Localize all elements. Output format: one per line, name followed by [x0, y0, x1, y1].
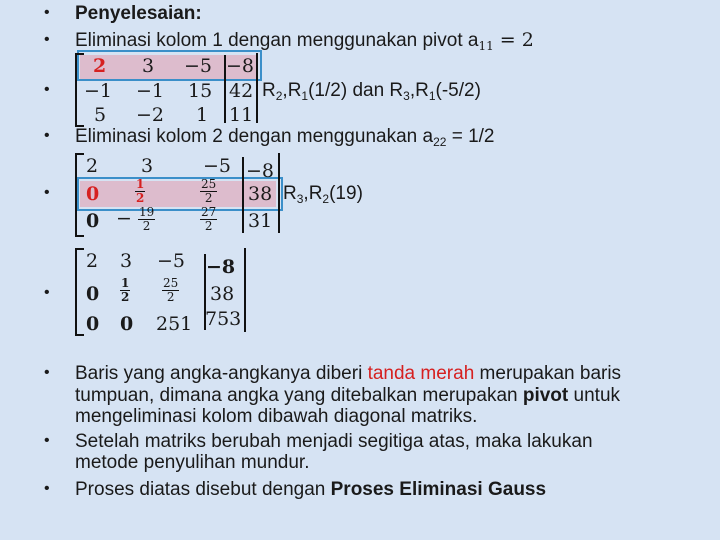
matrix-cell: 0 — [86, 313, 100, 335]
matrix-cell-fraction: $\frac{1}{2}$ — [121, 276, 130, 304]
matrix-cell: 11 — [229, 104, 254, 126]
matrix-cell: 3 — [142, 55, 155, 77]
step-2-eq: = 1/2 — [446, 126, 495, 147]
row-operation-1: $R_2,R_1(1/2)$ dan $R_3,R_1(-5/2)$ — [262, 80, 481, 103]
matrix-cell: 2 — [86, 250, 99, 272]
matrix-cell: −8 — [226, 55, 255, 77]
matrix-cell: −2 — [136, 104, 165, 126]
bullet-marker: • — [44, 4, 50, 21]
bullet-marker: • — [44, 284, 50, 301]
matrix-cell-fraction: − $\frac{19}{2}$ — [116, 205, 155, 233]
matrix-augment-bar — [242, 157, 244, 233]
step-2-title — [75, 126, 495, 153]
matrix-cell: −5 — [184, 55, 213, 77]
matrix-cell: 753 — [205, 308, 242, 330]
note-backsub-line-1: Setelah matriks berubah menjadi segitiga atas, maka lakukan — [75, 431, 593, 452]
matrix-cell: 1 — [196, 104, 209, 126]
red-mark-text: tanda merah — [367, 363, 475, 384]
pivot-bold-text: pivot — [522, 385, 569, 406]
bullet-marker: • — [44, 81, 50, 98]
matrix-bracket-left — [75, 153, 84, 237]
matrix-cell: 3 — [120, 250, 133, 272]
note-pivot-line-3: mengeliminasi kolom dibawah diagonal matriks. — [75, 406, 478, 427]
matrix-cell: 15 — [188, 80, 213, 102]
bullet-marker: • — [44, 432, 50, 449]
matrix-cell: 5 — [94, 104, 107, 126]
step-1-eq: = 2 — [493, 29, 534, 51]
matrix-cell-fraction: $\frac{27}{2}$ — [201, 205, 217, 233]
matrix-cell: 3 — [141, 155, 154, 177]
matrix-cell-fraction: $\frac{25}{2}$ — [163, 276, 179, 304]
matrix-cell-fraction: $\frac{25}{2}$ — [201, 177, 217, 205]
matrix-cell: 0 — [120, 313, 134, 335]
matrix-cell: 251 — [156, 313, 193, 335]
heading-penyelesaian: Penyelesaian: — [75, 3, 202, 24]
matrix-cell: 0 — [86, 283, 100, 305]
matrix-cell: −8 — [246, 160, 275, 182]
note-gauss: Proses diatas disebut dengan Proses Eliminasi Gauss — [75, 479, 547, 500]
matrix-cell: 2 — [93, 55, 107, 77]
step-1-sub: 11 — [478, 39, 494, 53]
matrix-cell: −5 — [203, 155, 232, 177]
matrix-bracket-right — [278, 153, 280, 233]
matrix-bracket-left — [75, 248, 84, 336]
matrix-bracket-left — [75, 53, 84, 127]
bullet-marker: • — [44, 31, 50, 48]
matrix-cell: 42 — [229, 80, 254, 102]
step-2-text: Eliminasi kolom 2 dengan menggunakan a — [75, 126, 434, 147]
matrix-cell-fraction: $\frac{1}{2}$ — [136, 177, 145, 205]
matrix-cell: 2 — [86, 155, 99, 177]
bullet-marker: • — [44, 364, 50, 381]
matrix-cell: −5 — [157, 250, 186, 272]
row-operation-2: $R_3,R_2(19)$ — [283, 183, 363, 206]
matrix-cell: 0 — [86, 183, 100, 205]
note-pivot-line-2: tumpuan, dimana angka yang ditebalkan merupakan pivot untuk — [75, 385, 621, 406]
note-backsub-line-2: metode penyulihan mundur. — [75, 452, 310, 473]
matrix-cell: −1 — [84, 80, 113, 102]
matrix-bracket-right — [256, 53, 258, 123]
matrix-cell: −1 — [136, 80, 165, 102]
bullet-marker: • — [44, 480, 50, 497]
matrix-cell: 38 — [210, 283, 235, 305]
matrix-cell: 38 — [248, 183, 273, 205]
matrix-cell: 31 — [248, 210, 273, 232]
note-pivot-line-1: Baris yang angka-angkanya diberi tanda merah merupakan baris — [75, 363, 622, 384]
bullet-marker: • — [44, 127, 50, 144]
gauss-bold-text: Proses Eliminasi Gauss — [330, 479, 547, 500]
matrix-cell: −8 — [206, 256, 236, 278]
step-2-sub: 22 — [433, 135, 447, 149]
matrix-cell: 0 — [86, 210, 100, 232]
step-1-text: Eliminasi kolom 1 dengan menggunakan pivot a — [75, 30, 479, 51]
matrix-bracket-right — [244, 248, 246, 332]
bullet-marker: • — [44, 184, 50, 201]
